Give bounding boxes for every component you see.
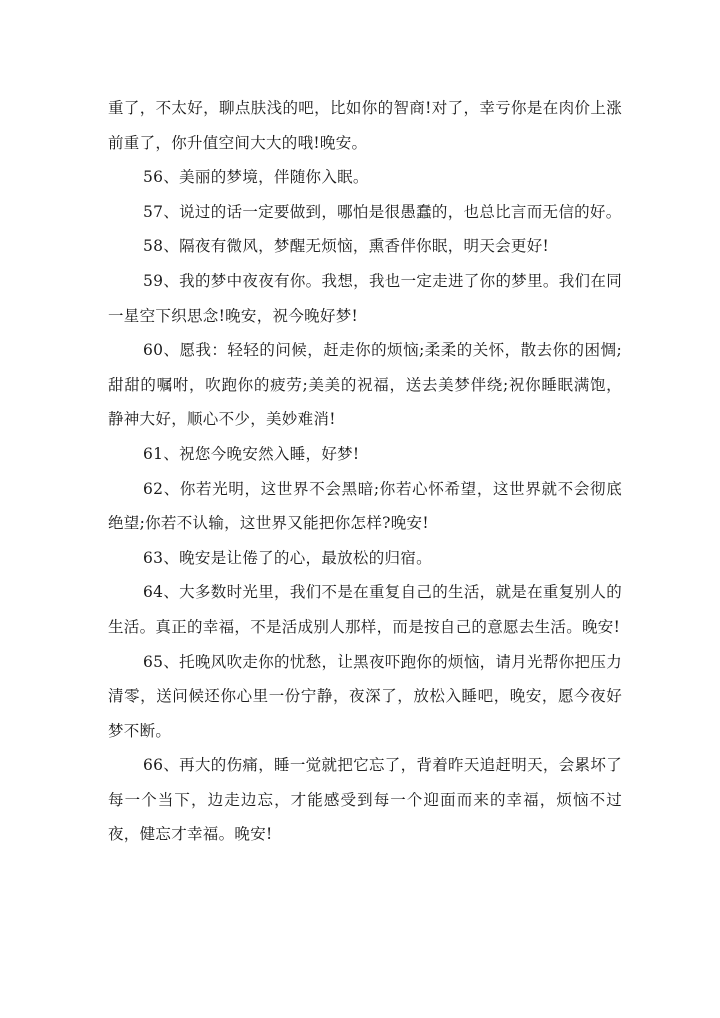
paragraph-64: 64、大多数时光里，我们不是在重复自己的生活，就是在重复别人的生活。真正的幸福，不是活成别人那样，而是按自己的意愿去生活。晚安! <box>108 583 622 636</box>
document-body <box>108 91 622 852</box>
paragraph-56: 56、美丽的梦境，伴随你入眠。 <box>143 168 369 187</box>
paragraph-63: 63、晚安是让倦了的心，最放松的归宿。 <box>143 548 432 567</box>
paragraph-continuation: 重了，不太好，聊点肤浅的吧，比如你的智商!对了，幸亏你是在肉价上涨前重了，你升值空间大大的哦!晚安。 <box>108 99 622 152</box>
paragraph-66: 66、再大的伤痛，睡一觉就把它忘了，背着昨天追赶明天，会累坏了每一个当下，边走边忘，才能感受到每一个迎面而来的幸福，烦恼不过夜，健忘才幸福。晚安! <box>108 756 622 844</box>
paragraph-59: 59、我的梦中夜夜有你。我想，我也一定走进了你的梦里。我们在同一星空下织思念!晚安，祝今晚好梦! <box>108 271 622 325</box>
paragraph-65: 65、托晚风吹走你的忧愁，让黑夜吓跑你的烦恼，请月光帮你把压力清零，送问候还你心里一份宁静，夜深了，放松入睡吧，晚安，愿今夜好梦不断。 <box>108 652 622 740</box>
paragraph-60: 60、愿我：轻轻的问候，赶走你的烦恼;柔柔的关怀，散去你的困惆;甜甜的嘱咐，吹跑你的疲劳;美美的祝福，送去美梦伴绕;祝你睡眠满饱，静神大好，顺心不少，美妙难消! <box>108 341 622 429</box>
paragraph-57: 57、说过的话一定要做到，哪怕是很愚蠢的，也总比言而无信的好。 <box>143 202 622 221</box>
paragraph-62: 62、你若光明，这世界不会黑暗;你若心怀希望，这世界就不会彻底绝望;你若不认输，这世界又能把你怎样?晚安! <box>108 479 622 533</box>
paragraph-58: 58、隔夜有微风，梦醒无烦恼，熏香伴你眠，明天会更好! <box>143 237 550 256</box>
paragraph-61: 61、祝您今晚安然入睡，好梦! <box>143 444 360 463</box>
